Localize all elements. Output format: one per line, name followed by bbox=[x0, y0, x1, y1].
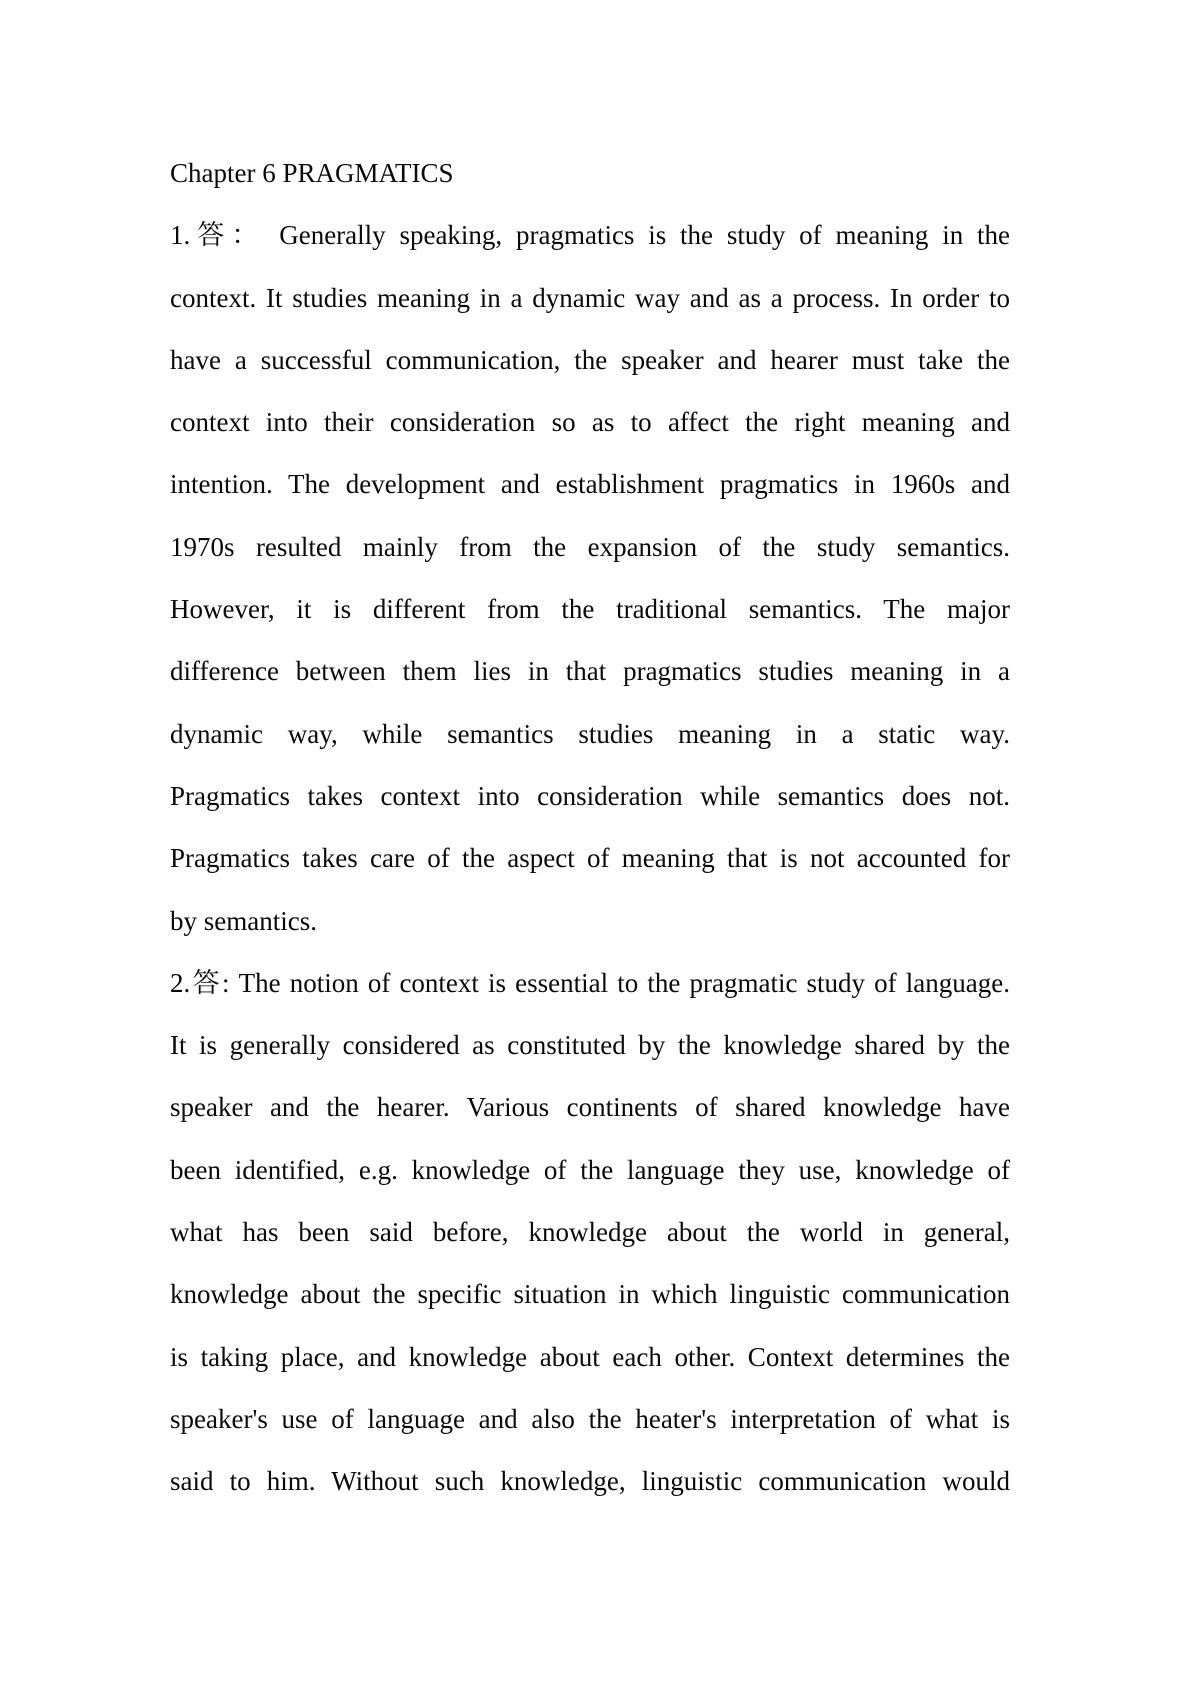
text-line: dynamic way, while semantics studies meaning in a static way. bbox=[170, 718, 1010, 749]
chapter-title: Chapter 6 PRAGMATICS bbox=[170, 158, 454, 188]
text-line: is taking place, and knowledge about each other. Context determines the bbox=[170, 1341, 1010, 1372]
text-line: have a successful communication, the speaker and hearer must take the bbox=[170, 344, 1010, 375]
paragraph-answer-1 bbox=[170, 204, 1010, 952]
text-line: knowledge about the specific situation in which linguistic communication bbox=[170, 1279, 1010, 1310]
text-line: difference between them lies in that pragmatics studies meaning in a bbox=[170, 656, 1010, 687]
text-line: However, it is different from the traditional semantics. The major bbox=[170, 594, 1010, 625]
text-line: Pragmatics takes care of the aspect of meaning that is not accounted for bbox=[170, 843, 1010, 874]
text-line: what has been said before, knowledge about the world in general, bbox=[170, 1217, 1010, 1248]
text-line: Pragmatics takes context into consideration while semantics does not. bbox=[170, 780, 1010, 811]
text-line: speaker and the hearer. Various continents of shared knowledge have bbox=[170, 1092, 1010, 1123]
text-line: 1970s resulted mainly from the expansion of the study semantics. bbox=[170, 531, 1010, 562]
text-line: It is generally considered as constituted by the knowledge shared by the bbox=[170, 1030, 1010, 1061]
text-line: intention. The development and establishment pragmatics in 1960s and bbox=[170, 469, 1010, 500]
text-line: context. It studies meaning in a dynamic way and as a process. In order to bbox=[170, 282, 1010, 313]
text-line: 1.答： Generally speaking, pragmatics is the study of meaning in the bbox=[170, 220, 1010, 251]
document-content bbox=[170, 142, 1010, 1513]
text-line: been identified, e.g. knowledge of the language they use, knowledge of bbox=[170, 1154, 1010, 1185]
paragraph-answer-2 bbox=[170, 952, 1010, 1513]
text-line: context into their consideration so as to affect the right meaning and bbox=[170, 407, 1010, 438]
text-line: by semantics. bbox=[170, 905, 317, 936]
text-line: said to him. Without such knowledge, linguistic communication would bbox=[170, 1466, 1010, 1497]
text-line: 2.答: The notion of context is essential to the pragmatic study of language. bbox=[170, 967, 1010, 998]
text-line: speaker's use of language and also the heater's interpretation of what is bbox=[170, 1403, 1010, 1434]
